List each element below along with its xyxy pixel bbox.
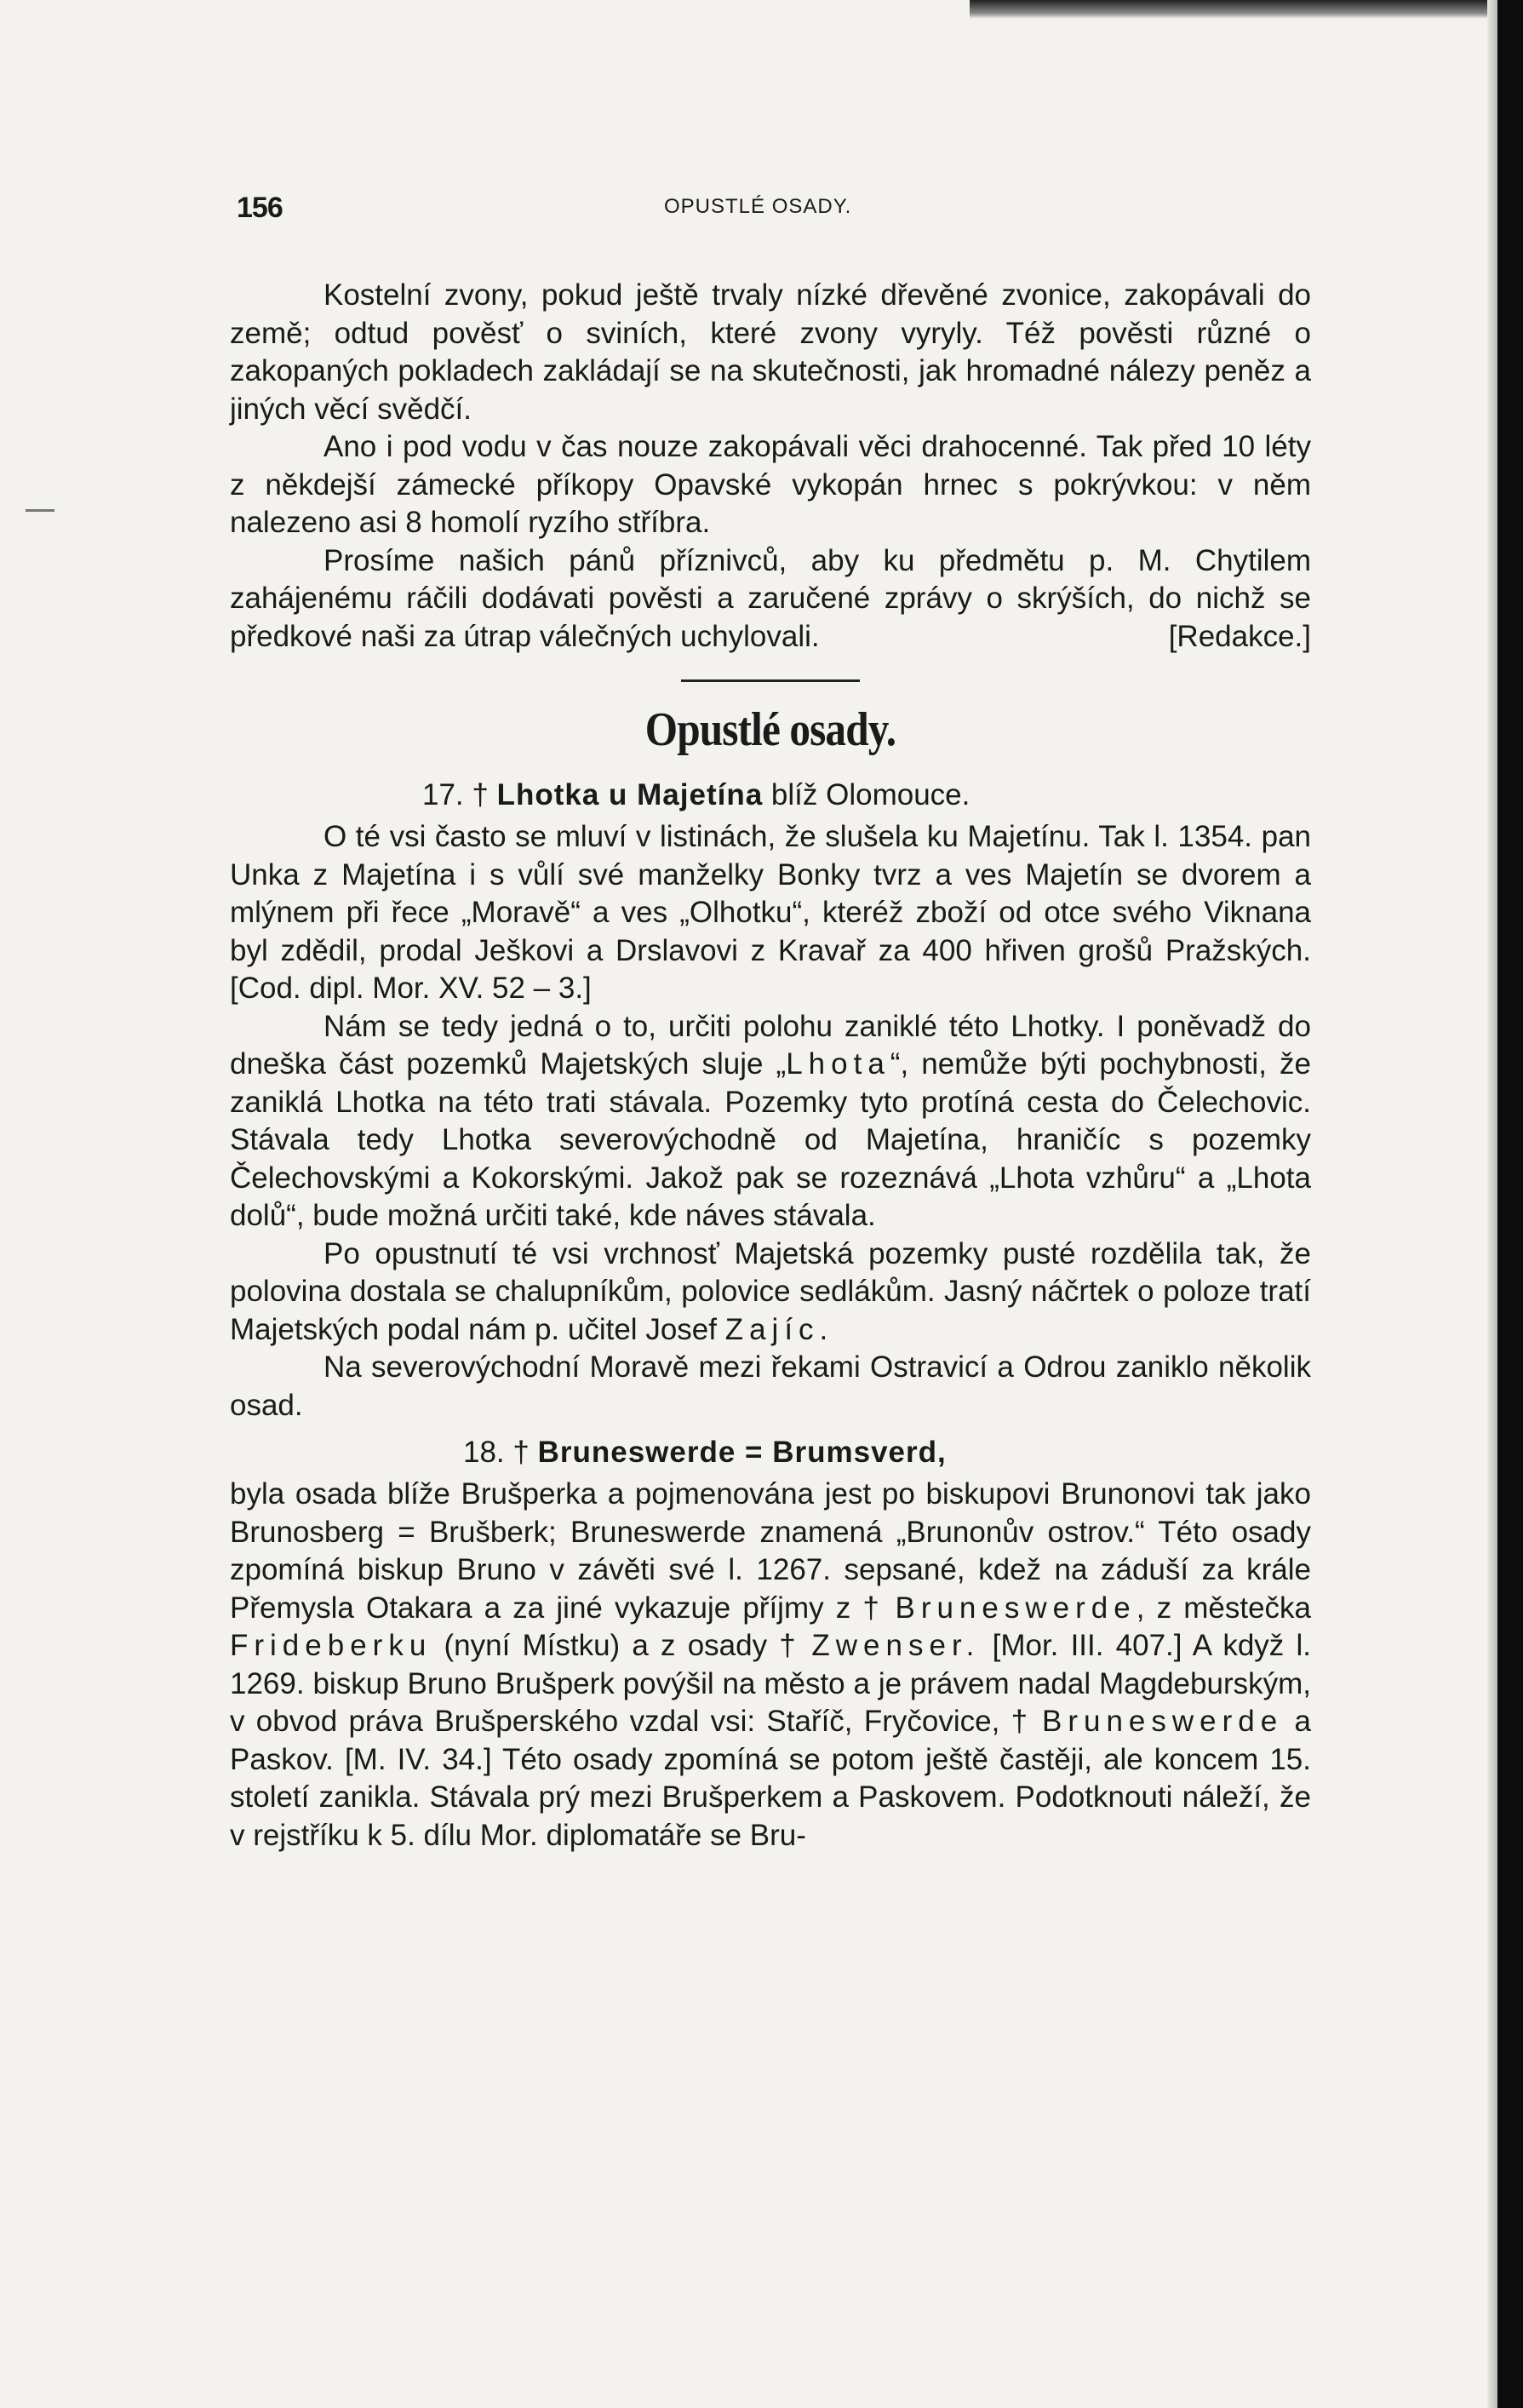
intro-paragraph: Prosíme našich pánů příznivců, aby ku předmětu p. M. Chytilem zahájenému ráčili dodávati pověsti a zaručené zprávy o skrýších, do nichž se předkové naši za útrap válečných uchylovali. [230, 543, 1311, 653]
text-run: Nám se tedy jedná o to, určiti polohu zaniklé této Lhotky. [323, 1009, 1105, 1043]
text-run: (nyní Místku) a z osady † [444, 1629, 800, 1662]
text-run: byla osada blíže Brušperka a pojmenována jest po biskupovi Brunonovi tak jako Brunosberg = Brušberk; Bruneswerde znamená „Brunonův ostrov.“ Této osady zpomíná biskup Bruno v závěti své l. 1267. sepsané, kdež na záduší za krále Přemysla Otakara a za jiné vykazuje příjmy z † [230, 1477, 1311, 1625]
signature: [Redakce.] [1168, 619, 1311, 653]
section-18-place: Bruneswerde = Brumsverd, [537, 1436, 947, 1469]
margin-mark [26, 509, 54, 512]
page [230, 183, 1311, 1855]
section-17-place: Lhotka u Majetína [496, 778, 764, 811]
article-title: Opustlé osady. [644, 703, 896, 756]
spaced-name: Zajíc. [724, 1312, 834, 1346]
section-17-suffix: blíž Olomouce. [770, 778, 970, 811]
section-18-number: 18. † [463, 1436, 530, 1469]
section-18-paragraph [230, 1476, 1311, 1855]
separator-rule [681, 679, 860, 682]
spaced-name: Frideberku [230, 1629, 432, 1662]
intro-paragraph: Kostelní zvony, pokud ještě trvaly nízké dřevěné zvonice, zakopávali do země; odtud pověsť o sviních, které zvony vyryly. Též pověsti různé o zakopaných pokladech zakládají se na skutečnosti, jak hromadné nálezy peněz a jiných věcí svědčí. [230, 278, 1311, 426]
spaced-name: Bruneswerde [895, 1591, 1137, 1625]
text-run: , z městečka [1136, 1591, 1311, 1625]
section-17-paragraph: Na severovýchodní Moravě mezi řekami Ostravicí a Odrou zaniklo několik osad. [230, 1350, 1311, 1422]
text-run: a Paskov. [M. IV. 34.] Této osady zpomíná se potom ještě častěji, ale koncem 15. století zanikla. Stávala prý mezi Brušperkem a Paskovem. Podotknouti náleží, že v rejstříku k 5. dílu Mor. diplomatáře se Bru- [230, 1705, 1311, 1852]
section-17-number: 17. † [422, 778, 489, 811]
section-17-paragraph: Nám se tedy jedná o to, určiti polohu zaniklé této Lhotky. I poněvadž do dneška část pozemků Majetských sluje „Lhota“, nemůže býti pochybnosti, že zaniklá Lhotka na této trati stávala. Pozemky tyto protíná cesta do Čelechovic. Stávala tedy Lhotka severovýchodně od Majetína, hraničíc s pozemky Čelechovskými a Kokorskými. Jakož pak se rozeznává „Lhota vzhůru“ a „Lhota dolů“, bude možná určiti také, kde náves stávala. [230, 1009, 1311, 1232]
intro-paragraph: Ano i pod vodu v čas nouze zakopávali věci drahocenné. Tak před 10 léty z někdejší zámecké příkopy Opavské vykopán hrnec s pokrývkou: v něm nalezeno asi 8 homolí ryzího stříbra. [230, 430, 1311, 539]
text-run: I poněvadž do dneška část pozemků Majetských sluje [230, 1009, 1311, 1081]
text-run: Josef [645, 1312, 717, 1346]
text-run: [Mor. III. 407.] A když l. 1269. biskup Bruno Brušperk povýšil na město a je právem nadal Magdeburským, v obvod práva Brušperského vzdal vsi: Staříč, Fryčovice, † [230, 1629, 1311, 1738]
section-17-paragraph: O té vsi často se mluví v listinách, že slušela ku Majetínu. Tak l. 1354. pan Unka z Majetína i s vůlí své manželky Bonky tvrz a ves Majetín se dvorem a mlýnem při řece „Moravě“ a ves „Olhotku“, kteréž zboží od otce svého Viknana byl zdědil, prodal Ješkovi a Drslavovi z Kravař za 400 hřiven grošů Pražských. [Cod. dipl. Mor. XV. 52 – 3.] [230, 820, 1311, 1005]
spaced-name: Bruneswerde [1041, 1705, 1284, 1738]
scan-edge-shadow [1487, 0, 1497, 2408]
section-17-heading [230, 776, 1311, 815]
spaced-name: Zwenser. [811, 1629, 981, 1662]
section-17-paragraph [230, 1236, 1311, 1350]
section-18-heading [230, 1433, 1311, 1472]
scan-edge-right [1497, 0, 1523, 2408]
running-head [230, 183, 1311, 234]
text-run: , nemůže býti pochybnosti, že zaniklá Lhotka na této trati stávala. Pozemky tyto protíná cesta do Čelechovic. Stávala tedy Lhotka severovýchodně od Majetína, hraničíc s pozemky Čelechovskými a Kokorskými. Jakož pak se rozeznává „Lhota vzhůru“ a „Lhota dolů“, bude možná určiti také, kde náves stávala. [230, 1047, 1311, 1232]
scan-edge-top [970, 0, 1497, 19]
page-number: 156 [237, 192, 283, 224]
running-title: OPUSTLÉ OSADY. [664, 195, 852, 218]
spaced-name: Lhota [786, 1047, 890, 1081]
text-run: Po opustnutí té vsi vrchnosť Majetská pozemky pusté rozdělila tak, že polovina dostala se chalupníkům, polovice sedlákům. Jasný náčrtek o poloze tratí Majetských podal nám p. učitel [230, 1236, 1311, 1346]
